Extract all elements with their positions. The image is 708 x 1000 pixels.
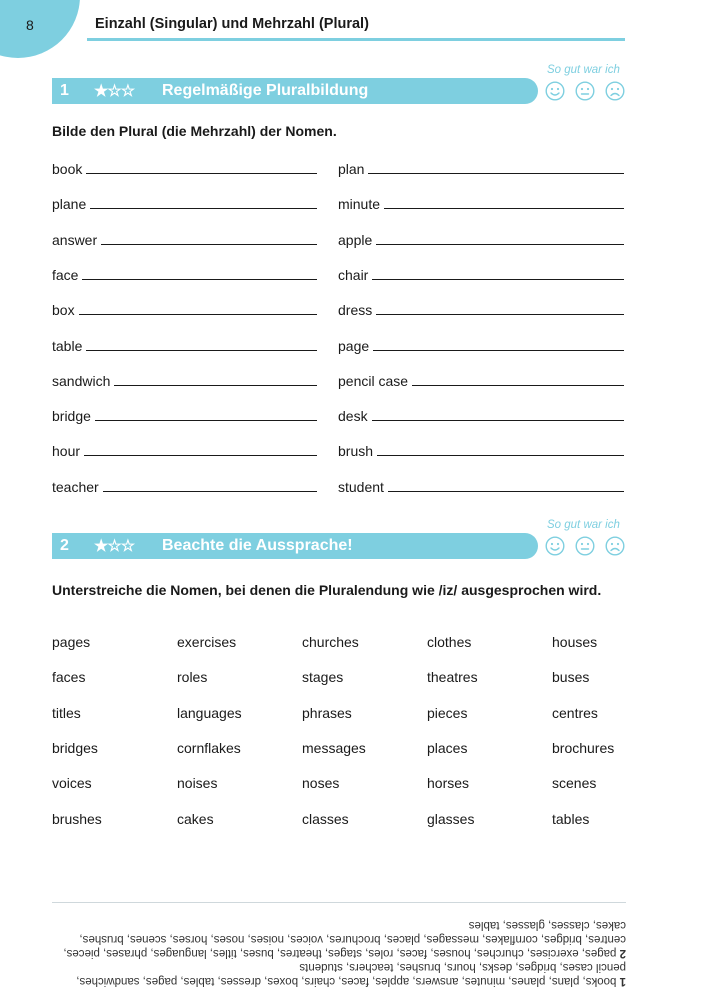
noun-word[interactable]: pieces xyxy=(427,704,468,721)
noun-label: bridge xyxy=(52,408,91,425)
sad-face-icon[interactable] xyxy=(605,536,625,556)
noun-word[interactable]: bridges xyxy=(52,739,98,756)
noun-word[interactable]: exercises xyxy=(177,634,237,650)
plural-field[interactable] xyxy=(52,263,317,283)
answer-line[interactable] xyxy=(377,455,624,456)
noun-label: plane xyxy=(52,196,87,213)
noun-word[interactable]: faces xyxy=(52,669,86,686)
exercise-2-instruction: Unterstreiche die Nomen, bei denen die Pluralendung wie /iz/ ausgesprochen wird. xyxy=(52,582,602,598)
noun-word[interactable]: brochures xyxy=(552,739,615,756)
noun-label: brush xyxy=(338,443,374,460)
plural-field[interactable] xyxy=(338,298,624,318)
noun-label: book xyxy=(52,161,83,177)
answer-line[interactable] xyxy=(90,208,317,209)
answer-line[interactable] xyxy=(368,173,624,174)
noun-word[interactable]: houses xyxy=(552,634,598,650)
exercise-title: Beachte die Aussprache! xyxy=(162,537,353,554)
noun-label: dress xyxy=(338,302,373,319)
page-number: 8 xyxy=(26,17,34,33)
neutral-face-icon[interactable] xyxy=(575,536,595,556)
noun-word[interactable]: glasses xyxy=(427,810,475,827)
answer-1 xyxy=(52,960,626,988)
plural-field[interactable] xyxy=(338,369,624,389)
noun-label: apple xyxy=(338,231,373,248)
answer-2 xyxy=(52,918,626,960)
neutral-face-icon[interactable] xyxy=(575,81,595,101)
answer-line[interactable] xyxy=(372,420,624,421)
noun-word[interactable]: places xyxy=(427,739,468,756)
answer-line[interactable] xyxy=(114,385,317,386)
answer-2-number: 2 xyxy=(619,947,626,959)
answer-line[interactable] xyxy=(373,350,624,351)
plural-field[interactable] xyxy=(52,475,317,495)
answer-line[interactable] xyxy=(376,244,624,245)
answer-line[interactable] xyxy=(101,244,317,245)
answer-line[interactable] xyxy=(388,491,624,492)
answer-line[interactable] xyxy=(84,455,317,456)
noun-label: desk xyxy=(338,408,368,425)
noun-label: face xyxy=(52,266,79,283)
noun-word[interactable]: messages xyxy=(302,739,366,756)
plural-field[interactable] xyxy=(338,404,624,424)
noun-label: minute xyxy=(338,196,381,213)
header-rule xyxy=(87,38,625,41)
noun-word[interactable]: classes xyxy=(302,810,349,827)
answer-line[interactable] xyxy=(82,279,317,280)
noun-word[interactable]: pages xyxy=(52,634,91,650)
noun-label: answer xyxy=(52,231,98,248)
answer-line[interactable] xyxy=(376,314,624,315)
answer-2-text: pages, exercises, churches, houses, faces, roles, stages, theatres, buses, titles, languages, phrases, pieces, centres, bridges, cornflakes, messages, places, brochures, voices, noises, noses, horses, scenes, brushes, cakes, classes, glasses, tables xyxy=(63,919,626,959)
noun-label: student xyxy=(338,478,384,495)
noun-word[interactable]: cakes xyxy=(177,810,214,827)
plural-field[interactable] xyxy=(338,475,624,495)
noun-word[interactable]: titles xyxy=(52,704,81,721)
noun-word[interactable]: roles xyxy=(177,669,208,686)
plural-field[interactable] xyxy=(338,263,624,283)
answer-line[interactable] xyxy=(372,279,624,280)
corner-tab xyxy=(0,0,80,58)
plural-field[interactable] xyxy=(52,192,317,212)
noun-label: box xyxy=(52,302,75,319)
sad-face-icon[interactable] xyxy=(605,81,625,101)
plural-field[interactable] xyxy=(338,334,624,354)
noun-word[interactable]: theatres xyxy=(427,669,478,686)
happy-face-icon[interactable] xyxy=(545,81,565,101)
noun-word[interactable]: noses xyxy=(302,775,340,792)
noun-word[interactable]: buses xyxy=(552,669,590,686)
noun-word[interactable]: tables xyxy=(552,810,590,827)
plural-field[interactable] xyxy=(338,157,624,177)
exercise-number: 1 xyxy=(60,82,69,99)
answer-line[interactable] xyxy=(79,314,317,315)
exercise-title: Regelmäßige Pluralbildung xyxy=(162,82,369,99)
noun-word[interactable]: noises xyxy=(177,775,218,792)
noun-word[interactable]: brushes xyxy=(52,810,102,827)
noun-word[interactable]: scenes xyxy=(552,775,597,792)
noun-word[interactable]: clothes xyxy=(427,634,472,650)
noun-label: table xyxy=(52,337,83,354)
difficulty-stars: ★☆☆ xyxy=(94,538,135,555)
footer-rule xyxy=(52,902,626,903)
noun-label: pencil case xyxy=(338,372,409,389)
plural-field[interactable] xyxy=(52,404,317,424)
answer-line[interactable] xyxy=(103,491,317,492)
plural-field[interactable] xyxy=(52,157,317,177)
noun-label: plan xyxy=(338,161,365,177)
page-title: Einzahl (Singular) und Mehrzahl (Plural) xyxy=(95,16,369,32)
rating-label: So gut war ich xyxy=(547,64,620,76)
plural-field[interactable] xyxy=(52,298,317,318)
answer-line[interactable] xyxy=(86,350,317,351)
answer-line[interactable] xyxy=(86,173,317,174)
noun-word[interactable]: languages xyxy=(177,704,242,721)
exercise-number: 2 xyxy=(60,537,69,554)
noun-word[interactable]: horses xyxy=(427,775,470,792)
exercise-2-banner xyxy=(52,533,538,559)
noun-word[interactable]: cornflakes xyxy=(177,739,241,756)
answer-key xyxy=(52,910,626,988)
noun-word[interactable]: phrases xyxy=(302,704,352,721)
noun-label: hour xyxy=(52,443,81,460)
answer-1-number: 1 xyxy=(619,975,626,987)
noun-label: sandwich xyxy=(52,372,111,389)
plural-field[interactable] xyxy=(52,228,317,248)
difficulty-stars: ★☆☆ xyxy=(94,83,135,100)
exercise-1-instruction: Bilde den Plural (die Mehrzahl) der Nomen. xyxy=(52,123,337,139)
noun-label: page xyxy=(338,337,370,354)
noun-label: teacher xyxy=(52,478,99,495)
answer-1-text: books, plans, planes, minutes, answers, apples, faces, chairs, boxes, dresses, tables, pages, sandwiches, pencil cases, bridges, desks, hours, brushes, teachers, students xyxy=(76,961,626,987)
answer-line[interactable] xyxy=(384,208,624,209)
answer-line[interactable] xyxy=(412,385,624,386)
answer-line[interactable] xyxy=(95,420,317,421)
noun-label: chair xyxy=(338,266,369,283)
noun-word[interactable]: voices xyxy=(52,775,92,792)
plural-field[interactable] xyxy=(52,439,317,459)
noun-word[interactable]: centres xyxy=(552,704,598,721)
noun-word[interactable]: churches xyxy=(302,634,359,650)
plural-field[interactable] xyxy=(52,334,317,354)
plural-field[interactable] xyxy=(338,228,624,248)
plural-field[interactable] xyxy=(338,192,624,212)
happy-face-icon[interactable] xyxy=(545,536,565,556)
plural-field[interactable] xyxy=(338,439,624,459)
exercise-1-banner xyxy=(52,78,538,104)
plural-field[interactable] xyxy=(52,369,317,389)
noun-word[interactable]: stages xyxy=(302,669,344,686)
rating-label: So gut war ich xyxy=(547,519,620,531)
